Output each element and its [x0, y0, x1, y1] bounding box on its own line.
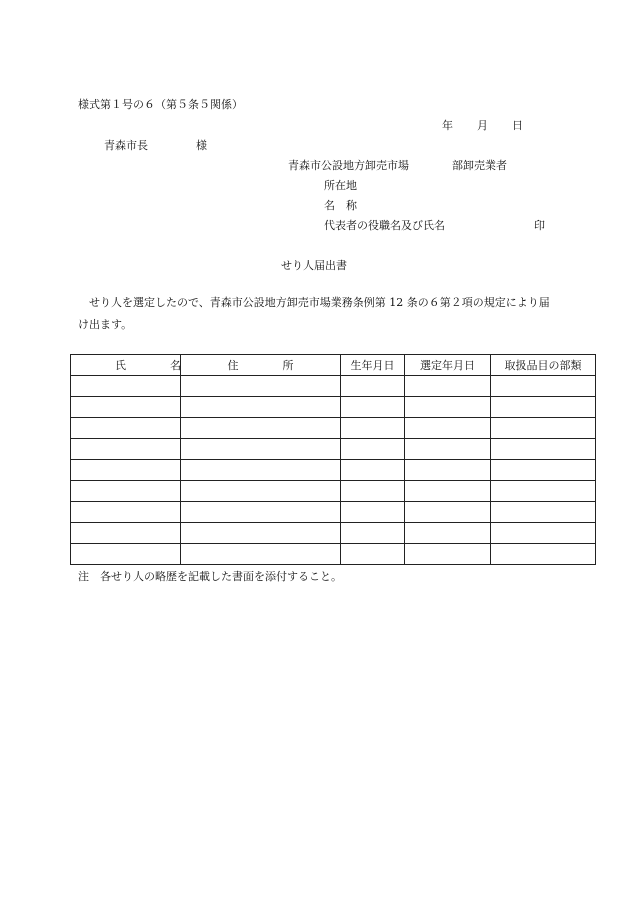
body-text: せり人を選定したので、青森市公設地方卸売市場業務条例第 12 条の６第２項の規定により届け出ます。: [78, 296, 550, 331]
table-row: [71, 523, 596, 544]
cell-birthdate[interactable]: [341, 481, 405, 502]
footnote: 注 各せり人の略歴を記載した書面を添付すること。: [78, 570, 342, 583]
body-paragraph: [78, 292, 556, 336]
sender-name-label: 名 称: [324, 199, 357, 212]
cell-item-category[interactable]: [491, 481, 596, 502]
table-row: [71, 439, 596, 460]
cell-item-category[interactable]: [491, 544, 596, 565]
date-month-label: 月: [477, 119, 488, 132]
table-row: [71, 397, 596, 418]
cell-item-category[interactable]: [491, 397, 596, 418]
cell-selection-date[interactable]: [405, 397, 491, 418]
cell-item-category[interactable]: [491, 502, 596, 523]
cell-name[interactable]: [71, 502, 181, 523]
cell-item-category[interactable]: [491, 418, 596, 439]
cell-address[interactable]: [181, 418, 341, 439]
cell-birthdate[interactable]: [341, 376, 405, 397]
document-title: せり人届出書: [281, 259, 347, 272]
table-row: [71, 481, 596, 502]
cell-address[interactable]: [181, 376, 341, 397]
cell-address[interactable]: [181, 523, 341, 544]
cell-item-category[interactable]: [491, 460, 596, 481]
date-year-label: 年: [442, 119, 453, 132]
cell-name[interactable]: [71, 523, 181, 544]
cell-selection-date[interactable]: [405, 502, 491, 523]
cell-selection-date[interactable]: [405, 460, 491, 481]
cell-address[interactable]: [181, 544, 341, 565]
cell-selection-date[interactable]: [405, 544, 491, 565]
surety-table: [70, 354, 596, 565]
cell-name[interactable]: [71, 376, 181, 397]
cell-birthdate[interactable]: [341, 460, 405, 481]
cell-address[interactable]: [181, 481, 341, 502]
cell-item-category[interactable]: [491, 523, 596, 544]
header-birthdate: 生年月日: [341, 355, 405, 376]
table-row: [71, 418, 596, 439]
cell-address[interactable]: [181, 502, 341, 523]
header-selection-date: 選定年月日: [405, 355, 491, 376]
cell-selection-date[interactable]: [405, 376, 491, 397]
table-row: [71, 544, 596, 565]
cell-birthdate[interactable]: [341, 397, 405, 418]
cell-address[interactable]: [181, 439, 341, 460]
cell-item-category[interactable]: [491, 376, 596, 397]
table-row: [71, 460, 596, 481]
header-address: 住所: [181, 355, 341, 376]
cell-birthdate[interactable]: [341, 544, 405, 565]
cell-name[interactable]: [71, 439, 181, 460]
table-row: [71, 376, 596, 397]
cell-name[interactable]: [71, 397, 181, 418]
seal-mark: 印: [534, 219, 545, 232]
sender-address-label: 所在地: [324, 179, 357, 192]
cell-birthdate[interactable]: [341, 439, 405, 460]
cell-address[interactable]: [181, 397, 341, 418]
cell-name[interactable]: [71, 481, 181, 502]
cell-name[interactable]: [71, 460, 181, 481]
cell-address[interactable]: [181, 460, 341, 481]
cell-selection-date[interactable]: [405, 481, 491, 502]
sender-division: 部卸売業者: [452, 159, 507, 172]
sender-market: 青森市公設地方卸売市場: [288, 159, 409, 172]
cell-birthdate[interactable]: [341, 418, 405, 439]
cell-selection-date[interactable]: [405, 523, 491, 544]
addressee-honorific: 様: [196, 139, 207, 152]
cell-birthdate[interactable]: [341, 502, 405, 523]
addressee-name: 青森市長: [104, 139, 148, 152]
cell-name[interactable]: [71, 418, 181, 439]
cell-selection-date[interactable]: [405, 439, 491, 460]
header-name: 氏名: [71, 355, 181, 376]
form-number: 様式第１号の６（第５条５関係）: [78, 98, 243, 111]
header-item-category: 取扱品目の部類: [491, 355, 596, 376]
table-row: [71, 502, 596, 523]
sender-representative-label: 代表者の役職名及び氏名: [324, 219, 445, 232]
cell-birthdate[interactable]: [341, 523, 405, 544]
date-day-label: 日: [512, 119, 523, 132]
cell-item-category[interactable]: [491, 439, 596, 460]
table-header-row: [71, 355, 596, 376]
cell-name[interactable]: [71, 544, 181, 565]
cell-selection-date[interactable]: [405, 418, 491, 439]
